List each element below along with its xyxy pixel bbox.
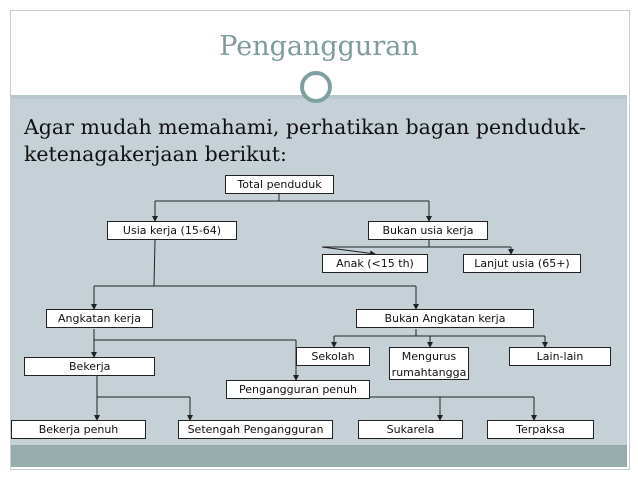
node-terpaksa: Terpaksa bbox=[487, 420, 594, 439]
node-bekerja-penuh: Bekerja penuh bbox=[11, 420, 146, 439]
node-lanjut-usia: Lanjut usia (65+) bbox=[463, 254, 581, 273]
node-bukan-usia-kerja: Bukan usia kerja bbox=[368, 221, 488, 240]
node-mengurus-rumahtangga: Mengurus rumahtangga bbox=[389, 347, 469, 380]
node-pengangguran-penuh: Pengangguran penuh bbox=[226, 380, 370, 399]
node-sekolah: Sekolah bbox=[296, 347, 370, 366]
node-setengah-pengangguran: Setengah Pengangguran bbox=[178, 420, 333, 439]
node-bekerja: Bekerja bbox=[24, 357, 155, 376]
node-anak: Anak (<15 th) bbox=[322, 254, 428, 273]
node-angkatan-kerja: Angkatan kerja bbox=[46, 309, 153, 328]
slide-title: Pengangguran bbox=[219, 31, 419, 62]
node-usia-kerja: Usia kerja (15-64) bbox=[107, 221, 237, 240]
node-sukarela: Sukarela bbox=[358, 420, 463, 439]
intro-text: Agar mudah memahami, perhatikan bagan penduduk-ketenagakerjaan berikut: bbox=[24, 115, 586, 166]
node-bukan-angkatan-kerja: Bukan Angkatan kerja bbox=[356, 309, 534, 328]
node-lain-lain: Lain-lain bbox=[509, 347, 611, 366]
node-total-penduduk: Total penduduk bbox=[225, 175, 334, 194]
